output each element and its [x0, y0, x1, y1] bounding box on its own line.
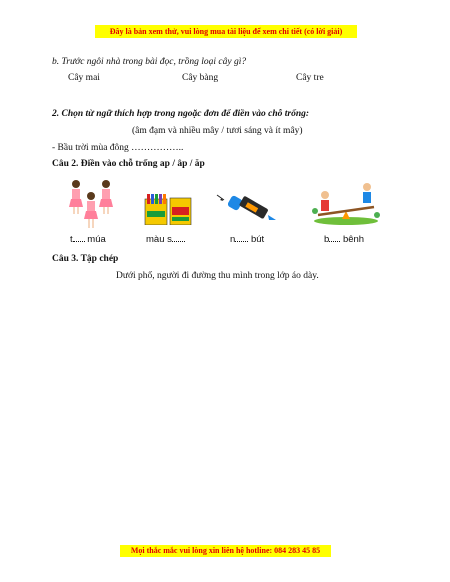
word-item-4 — [324, 233, 364, 246]
cau-3-title: Câu 3. Tập chép — [52, 254, 119, 264]
crayons-icon — [144, 193, 192, 225]
cau-3-copy-text: Dưới phố, người đi đường thu mình trong lớp áo dày. — [116, 271, 319, 281]
seesaw-icon — [312, 181, 380, 225]
word-item-3 — [230, 233, 264, 246]
hotline-footer: Mọi thắc mắc vui lòng xin liên hệ hotline: 084 283 45 85 — [120, 545, 331, 557]
question-2-title: 2. Chọn từ ngữ thích hợp trong ngoặc đơn để điền vào chỗ trống: — [52, 109, 310, 119]
cau-2-title: Câu 2. Điền vào chỗ trống ap / âp / ăp — [52, 159, 205, 169]
word-item-1 — [70, 233, 106, 246]
blank-1[interactable] — [73, 233, 85, 242]
blank-2[interactable] — [172, 233, 185, 242]
word-item-1-suffix: múa — [87, 234, 106, 245]
option-cay-bang: Cây bàng — [182, 73, 219, 83]
dancing-girls-icon — [66, 176, 118, 232]
word-item-4-prefix: b — [324, 234, 330, 245]
marker-pen-icon — [216, 193, 280, 223]
question-b-prompt: b. Trước ngôi nhà trong bài đọc, trồng loại cây gì? — [52, 57, 247, 67]
blank-4[interactable] — [329, 233, 340, 242]
preview-notice-banner: Đây là bản xem thử, vui lòng mua tài liệu để xem chi tiết (có lời giải) — [95, 25, 357, 38]
word-item-2-prefix: màu s — [146, 234, 172, 245]
word-item-2 — [146, 233, 185, 246]
word-item-3-suffix: bút — [250, 234, 265, 245]
word-item-4-suffix: bênh — [342, 234, 365, 245]
word-item-1-prefix: t — [70, 234, 73, 245]
word-item-3-prefix: n — [230, 234, 236, 245]
option-cay-tre: Cây tre — [296, 73, 324, 83]
question-2-fill-line: - Bầu trời mùa đông …………….. — [52, 143, 184, 153]
option-cay-mai: Cây mai — [68, 73, 100, 83]
question-2-choices: (âm đạm và nhiều mây / tươi sáng và ít mây) — [132, 126, 303, 136]
blank-3[interactable] — [235, 233, 248, 242]
